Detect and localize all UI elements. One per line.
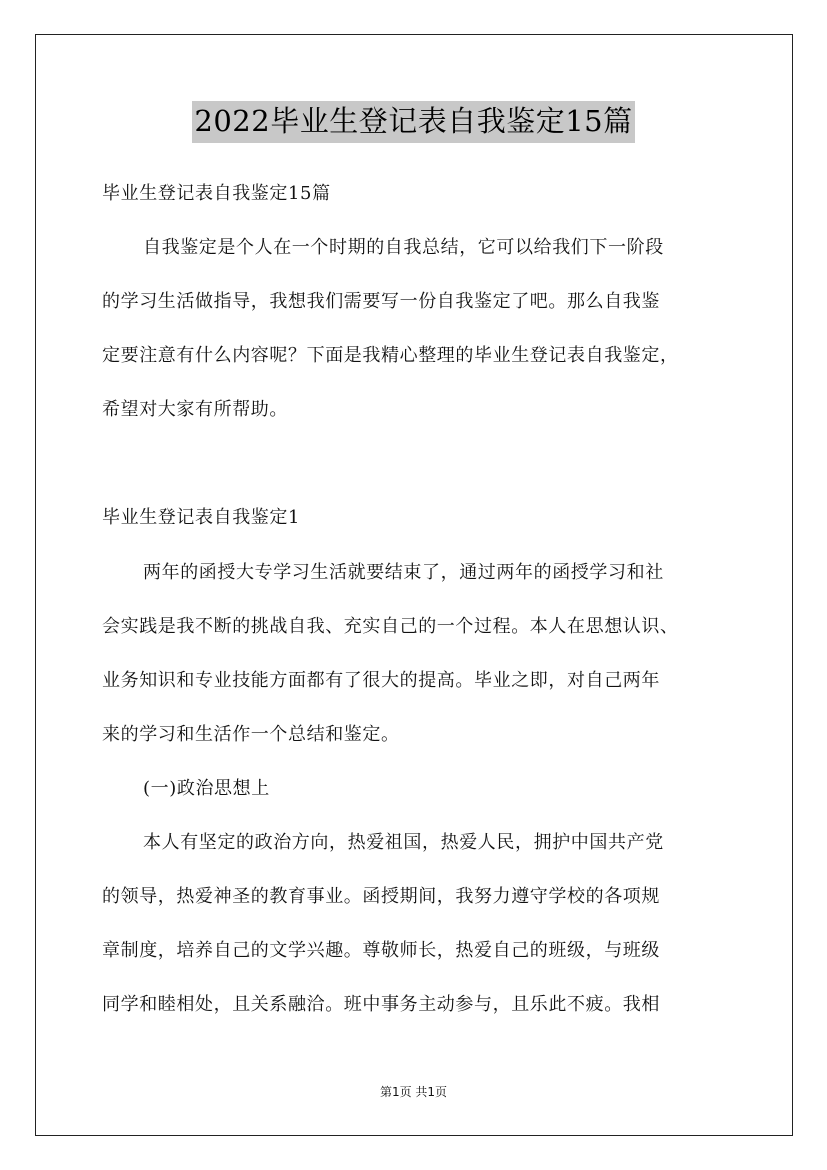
paragraph-line: 业务知识和专业技能方面都有了很大的提高。毕业之即，对自己两年 xyxy=(102,670,660,691)
paragraph-line: 的领导，热爱神圣的教育事业。函授期间，我努力遵守学校的各项规 xyxy=(102,886,660,907)
paragraph-line: 章制度，培养自己的文学兴趣。尊敬师长，热爱自己的班级，与班级 xyxy=(102,940,660,961)
title-container xyxy=(0,101,827,143)
intro-line: 希望对大家有所帮助。 xyxy=(102,399,288,420)
paragraph-line: 本人有坚定的政治方向，热爱祖国，热爱人民，拥护中国共产党 xyxy=(143,832,664,853)
section-heading: 毕业生登记表自我鉴定1 xyxy=(102,507,301,528)
paragraph-line: 同学和睦相处，且关系融洽。班中事务主动参与，且乐此不疲。我相 xyxy=(102,994,660,1015)
paragraph-line: 会实践是我不断的挑战自我、充实自己的一个过程。本人在思想认识、 xyxy=(102,616,679,637)
document-title: 2022毕业生登记表自我鉴定15篇 xyxy=(192,101,634,143)
intro-line: 的学习生活做指导，我想我们需要写一份自我鉴定了吧。那么自我鉴 xyxy=(102,291,660,312)
subtitle: 毕业生登记表自我鉴定15篇 xyxy=(102,183,331,204)
intro-line: 定要注意有什么内容呢？下面是我精心整理的毕业生登记表自我鉴定， xyxy=(102,345,679,366)
sub-heading: (一)政治思想上 xyxy=(143,778,270,799)
intro-line: 自我鉴定是个人在一个时期的自我总结，它可以给我们下一阶段 xyxy=(143,237,664,258)
paragraph-line: 两年的函授大专学习生活就要结束了，通过两年的函授学习和社 xyxy=(143,562,664,583)
page-footer: 第1页 共1页 xyxy=(379,1085,448,1099)
paragraph-line: 来的学习和生活作一个总结和鉴定。 xyxy=(102,724,400,745)
